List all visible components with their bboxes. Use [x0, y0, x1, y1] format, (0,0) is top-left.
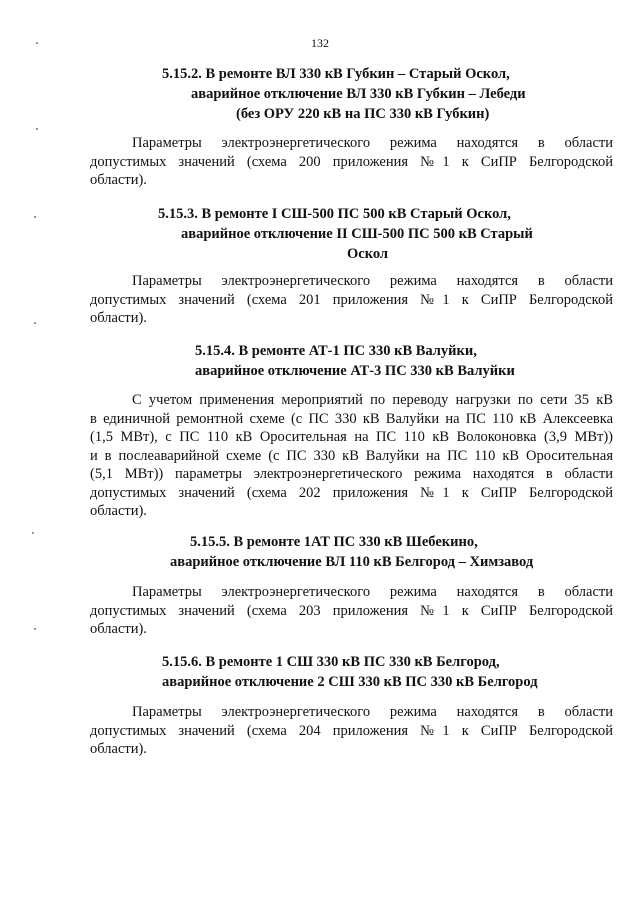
paragraph-line: области). — [90, 503, 147, 519]
section-paragraph — [90, 391, 613, 521]
scan-mark — [34, 216, 36, 218]
section-paragraph — [90, 272, 613, 328]
paragraph-line: Параметры электроэнергетического режима находятся в области — [132, 273, 613, 289]
paragraph-line: Параметры электроэнергетического режима находятся в области — [132, 135, 613, 151]
paragraph-line: допустимых значений (схема 203 приложения №1 к СиПР Белгородской — [90, 602, 613, 619]
section-heading — [90, 532, 613, 572]
heading-line: аварийное отключение II СШ-500 ПС 500 кВ Старый — [181, 226, 533, 242]
heading-line: 5.15.3. В ремонте I СШ-500 ПС 500 кВ Старый Оскол, — [158, 206, 511, 222]
page-number: 132 — [311, 36, 329, 50]
scan-mark — [32, 532, 34, 534]
paragraph-line: допустимых значений (схема 204 приложения №1 к СиПР Белгородской — [90, 722, 613, 739]
section-heading — [90, 341, 613, 381]
scan-mark — [34, 628, 36, 630]
section-5-15-4-body — [90, 391, 613, 521]
section-heading — [90, 204, 613, 264]
heading-line: 5.15.4. В ремонте АТ-1 ПС 330 кВ Валуйки, — [195, 343, 477, 359]
section-5-15-6 — [90, 652, 613, 692]
section-5-15-5 — [90, 532, 613, 572]
section-heading — [90, 64, 613, 124]
section-5-15-4 — [90, 341, 613, 381]
heading-line: аварийное отключение АТ-3 ПС 330 кВ Валуйки — [195, 363, 515, 379]
paragraph-line: области). — [90, 310, 147, 326]
paragraph-line: области). — [90, 741, 147, 757]
heading-line: 5.15.5. В ремонте 1АТ ПС 330 кВ Шебекино, — [190, 534, 478, 550]
heading-line: 5.15.6. В ремонте 1 СШ 330 кВ ПС 330 кВ Белгород, — [162, 654, 500, 670]
heading-line: 5.15.2. В ремонте ВЛ 330 кВ Губкин – Старый Оскол, — [162, 66, 510, 82]
paragraph-line: Параметры электроэнергетического режима находятся в области — [132, 584, 613, 600]
section-paragraph — [90, 134, 613, 190]
paragraph-line: допустимых значений (схема 201 приложения №1 к СиПР Белгородской — [90, 291, 613, 308]
paragraph-line: Параметры электроэнергетического режима находятся в области — [132, 704, 613, 720]
section-heading — [90, 652, 613, 692]
scan-mark — [36, 128, 38, 130]
heading-line: аварийное отключение ВЛ 330 кВ Губкин – Лебеди — [191, 86, 526, 102]
paragraph-line: в единичной ремонтной схеме (с ПС 330 кВ Валуйки на ПС 110 кВ Алексеевка — [90, 410, 613, 427]
section-paragraph — [90, 583, 613, 639]
heading-line: аварийное отключение 2 СШ 330 кВ ПС 330 кВ Белгород — [162, 674, 538, 690]
scan-mark — [34, 322, 36, 324]
paragraph-line: области). — [90, 172, 147, 188]
paragraph-line: области). — [90, 621, 147, 637]
scan-mark — [36, 42, 38, 44]
paragraph-line: (5,1 МВт)) параметры электроэнергетического режима находятся в области — [90, 466, 613, 482]
section-5-15-6-body — [90, 703, 613, 759]
paragraph-line: допустимых значений (схема 200 приложения №1 к СиПР Белгородской — [90, 153, 613, 170]
section-5-15-3 — [90, 204, 613, 264]
heading-line: Оскол — [347, 246, 389, 262]
section-5-15-2-body — [90, 134, 613, 190]
section-paragraph — [90, 703, 613, 759]
section-5-15-3-body — [90, 272, 613, 328]
paragraph-line: допустимых значений (схема 202 приложения №1 к СиПР Белгородской — [90, 484, 613, 501]
paragraph-line: С учетом применения мероприятий по переводу нагрузки по сети 35 кВ — [132, 392, 613, 408]
paragraph-line: и в послеаварийной схеме (с ПС 330 кВ Валуйки на ПС 110 кВ Оросительная — [90, 447, 613, 464]
heading-line: аварийное отключение ВЛ 110 кВ Белгород – Химзавод — [170, 554, 534, 570]
section-5-15-5-body — [90, 583, 613, 639]
heading-line: (без ОРУ 220 кВ на ПС 330 кВ Губкин) — [236, 106, 490, 122]
paragraph-line: (1,5 МВт), с ПС 110 кВ Оросительная на ПС 110 кВ Волоконовка (3,9 МВт)) — [90, 429, 613, 445]
section-5-15-2 — [90, 64, 613, 124]
